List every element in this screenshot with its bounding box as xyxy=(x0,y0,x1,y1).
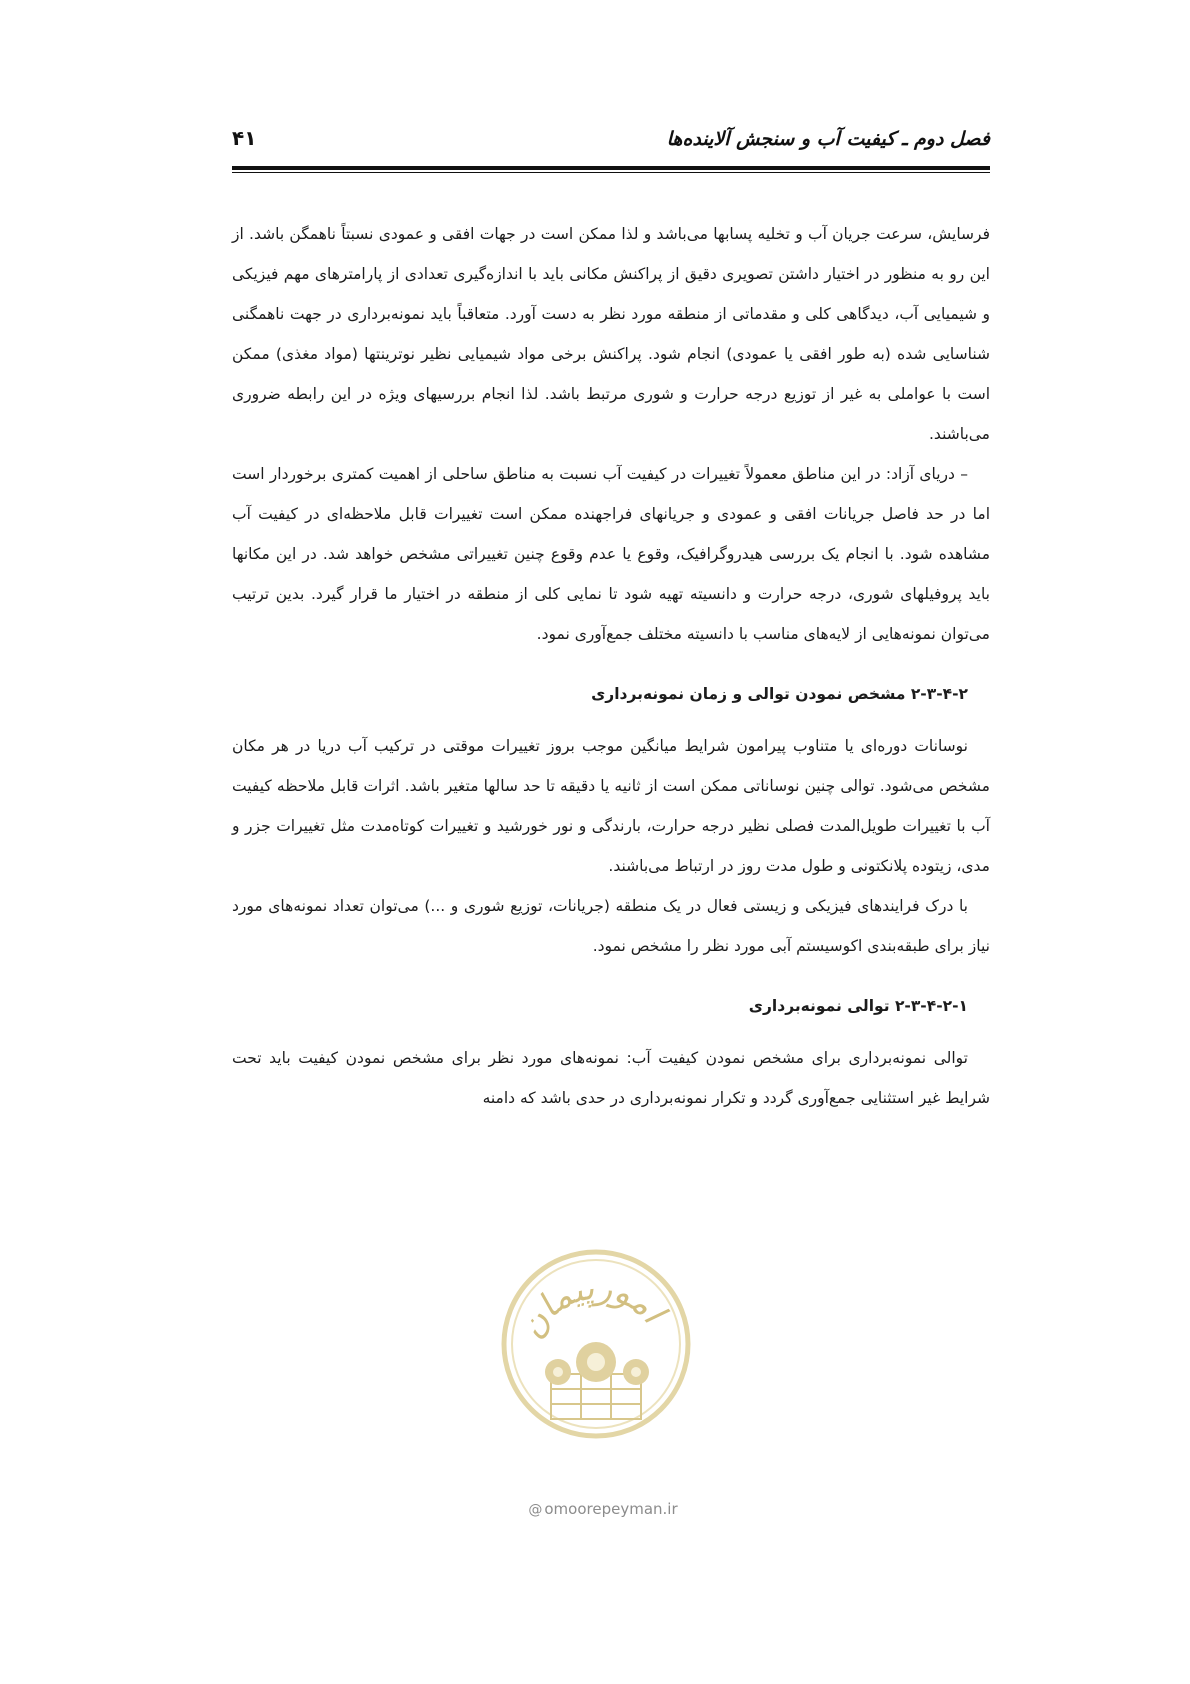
at-icon: @ xyxy=(528,1502,543,1518)
watermark-logo-text: امورپیمان xyxy=(510,1267,673,1345)
section-heading-1: ۲-۳-۴-۲ مشخص نمودن توالی و زمان نمونه‌برداری xyxy=(591,685,968,703)
paragraph-3: نوسانات دوره‌ای یا متناوب پیرامون شرایط میانگین موجب بروز تغییرات موقتی در ترکیب آب دریا در هر مکان مشخص می‌شود. توالی چنین نوساناتی ممکن است از ثانیه یا دقیقه تا حد سالها متغیر باشد. اثرات قابل ملاحظه کیفیت آب با تغییرات طویل‌المدت فصلی نظیر درجه حرارت، بارندگی و نور خورشید و تغییرات کوتاه‌مدت مثل تغییرات جزر و مدی، زیتوده پلانکتونی و طول مدت روز در ارتباط می‌باشند. xyxy=(232,737,990,875)
paragraph-1: فرسایش، سرعت جریان آب و تخلیه پسابها می‌باشد و لذا ممکن است در جهات افقی و عمودی نسبتاً ناهمگن باشد. از این رو به منظور در اختیار داشتن تصویری دقیق از پراکنش مکانی باید با اندازه‌گیری تعدادی از پارامترهای مهم فیزیکی و شیمیایی آب، دیدگاهی کلی و مقدماتی از منطقه مورد نظر به دست آورد. متعاقباً باید نمونه‌برداری در جهت ناهمگنی شناسایی شده (به طور افقی یا عمودی) انجام شود. پراکنش برخی مواد شیمیایی نظیر نوترینتها (مواد مغذی) ممکن است با عواملی به غیر از توزیع درجه حرارت و شوری مرتبط باشد. لذا انجام بررسیهای ویژه در این رابطه ضروری می‌باشند. xyxy=(232,225,990,443)
chapter-title: فصل دوم ـ کیفیت آب و سنجش آلاینده‌ها xyxy=(666,128,990,150)
section-heading-2: ۲-۳-۴-۲-۱ توالی نمونه‌برداری xyxy=(748,997,968,1015)
body-text xyxy=(232,214,990,1118)
watermark-logo xyxy=(496,1244,696,1444)
page-header xyxy=(232,122,990,162)
paragraph-5: توالی نمونه‌برداری برای مشخص نمودن کیفیت آب: نمونه‌های مورد نظر برای مشخص نمودن کیفیت باید تحت شرایط غیر استثنایی جمع‌آوری گردد و تکرار نمونه‌برداری در حدی باشد که دامنه xyxy=(232,1049,990,1107)
paragraph-4: با درک فرایندهای فیزیکی و زیستی فعال در یک منطقه (جریانات، توزیع شوری و ...) می‌توان تعداد نمونه‌های مورد نیاز برای طبقه‌بندی اکوسیستم آبی مورد نظر را مشخص نمود. xyxy=(232,897,990,955)
watermark-url xyxy=(518,1500,688,1518)
header-rule-thin xyxy=(232,172,990,173)
page-number: ۴۱ xyxy=(232,126,257,150)
watermark-url-text: omoorepeyman.ir xyxy=(544,1500,678,1518)
header-rule-thick xyxy=(232,166,990,170)
paragraph-2: – دریای آزاد: در این مناطق معمولاً تغییرات در کیفیت آب نسبت به مناطق ساحلی از اهمیت کمتری برخوردار است اما در حد فاصل جریانات افقی و عمودی و جریانهای فراجهنده ممکن است تغییرات قابل ملاحظه‌ای در کیفیت آب مشاهده شود. با انجام یک بررسی هیدروگرافیک، وقوع یا عدم وقوع چنین تغییراتی مشخص خواهد شد. در این مکانها باید پروفیلهای شوری، درجه حرارت و دانسیته تهیه شود تا نمایی کلی از منطقه در اختیار ما قرار گیرد. بدین ترتیب می‌توان نمونه‌هایی از لایه‌های مناسب با دانسیته مختلف جمع‌آوری نمود. xyxy=(232,465,990,643)
